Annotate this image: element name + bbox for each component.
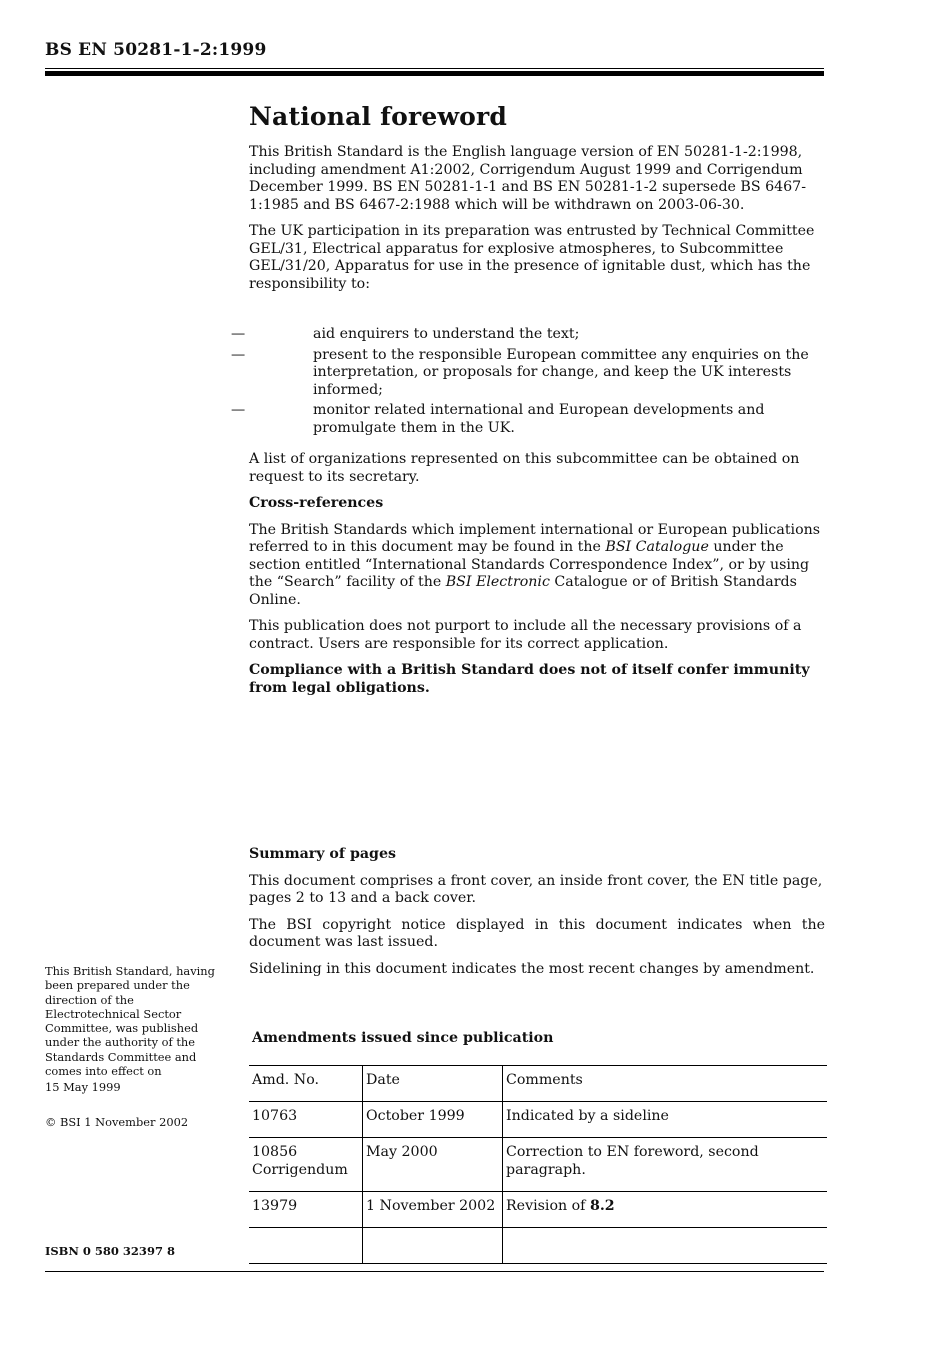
list-item-text: monitor related international and European developments and promulgate them in the UK.: [313, 402, 765, 436]
summary-paragraph-1: This document comprises a front cover, an inside front cover, the EN title page, pages 2 to 13 and a back cover.: [249, 872, 823, 906]
summary-of-pages-section: [249, 846, 825, 987]
amendments-title: Amendments issued since publication: [252, 1030, 554, 1046]
cell-empty: [249, 1228, 363, 1264]
table-row: [249, 1138, 827, 1192]
dash-bullet: —: [231, 402, 246, 418]
dash-bullet: —: [231, 346, 246, 363]
header-cell-date: Date: [363, 1066, 503, 1102]
list-item-text: aid enquirers to understand the text;: [313, 326, 580, 342]
cell-date: October 1999: [363, 1102, 503, 1138]
header-rule-thick: [45, 71, 824, 76]
cell-amd-no: 10763: [249, 1102, 363, 1138]
publication-sidebar: [45, 964, 230, 1131]
table-row-empty: [249, 1228, 827, 1264]
sidebar-prepared-text: This British Standard, having been prepared under the direction of the Electrotechnical Sector Committee, was published under the authority of the Standards Committee and comes into effect on: [45, 964, 215, 1079]
list-item: [213, 402, 825, 437]
crossref-text-3: Catalogue or of British Standards Online.: [249, 574, 797, 608]
summary-paragraph-2: The BSI copyright notice displayed in this document indicates when the document was last issued.: [249, 916, 825, 950]
cell-comment-text: Revision of: [506, 1198, 590, 1214]
header-cell-amd-no: Amd. No.: [249, 1066, 363, 1102]
sidebar-copyright: © BSI 1 November 2002: [45, 1114, 189, 1129]
isbn: ISBN 0 580 32397 8: [45, 1244, 175, 1258]
crossref-text-1: The British Standards which implement international or European publications referred to in this document may be found in the: [249, 521, 821, 555]
bsi-catalogue-italic: BSI Catalogue: [605, 539, 709, 555]
cell-date: 1 November 2002: [363, 1192, 503, 1228]
cell-comment: Correction to EN foreword, second paragraph.: [503, 1138, 828, 1192]
summary-paragraph-3: Sidelining in this document indicates the most recent changes by amendment.: [249, 960, 815, 977]
bsi-electronic-italic: BSI Electronic: [445, 574, 550, 590]
list-item: [213, 326, 825, 344]
document-id-header: BS EN 50281-1-2:1999: [45, 40, 267, 60]
list-item: [213, 347, 825, 400]
foreword-paragraph-3: A list of organizations represented on this subcommittee can be obtained on request to its secretary.: [249, 451, 800, 485]
foreword-section: [231, 100, 825, 706]
amendments-table: [249, 1065, 827, 1264]
sidebar-effective-date: 15 May 1999: [45, 1080, 121, 1095]
header-cell-comments: Comments: [503, 1066, 828, 1102]
clause-reference: 8.2: [589, 1198, 615, 1214]
footer-rule: [45, 1271, 824, 1272]
cell-amd-no: 10856 Corrigendum: [249, 1138, 363, 1192]
cell-date: May 2000: [363, 1138, 503, 1192]
table-header-row: [249, 1066, 827, 1102]
foreword-paragraph-1: This British Standard is the English language version of EN 50281-1-2:1998, including amendment A1:2002, Corrigendum August 1999 and Corrigendum December 1999. BS EN 50281-1-1 and BS EN 50281-1-2 supersede BS 6467-1:1985 and BS 6467-2:1988 which will be withdrawn on 2003-06-30.: [249, 144, 806, 213]
cross-references-heading: Cross-references: [249, 495, 384, 511]
cell-empty: [503, 1228, 828, 1264]
summary-heading: Summary of pages: [249, 846, 396, 862]
cell-empty: [363, 1228, 503, 1264]
list-item-text: present to the responsible European committee any enquiries on the interpretation, or proposals for change, and keep the UK interests informed;: [313, 346, 809, 398]
cell-comment: Indicated by a sideline: [503, 1102, 828, 1138]
compliance-statement: Compliance with a British Standard does not of itself confer immunity from legal obligations.: [249, 662, 810, 696]
responsibility-list: [213, 326, 825, 437]
table-row: [249, 1192, 827, 1228]
foreword-paragraph-2: The UK participation in its preparation was entrusted by Technical Committee GEL/31, Electrical apparatus for explosive atmospheres, to Subcommittee GEL/31/20, Apparatus for use in the presence of ignitable dust, which has the responsibility to:: [249, 223, 815, 292]
foreword-paragraph-4: This publication does not purport to include all the necessary provisions of a contract. Users are responsible for its correct application.: [249, 618, 802, 652]
header-rule-thin: [45, 68, 824, 69]
cell-amd-no: 13979: [249, 1192, 363, 1228]
crossref-text-2: under the section entitled “International Standards Correspondence Index”, or by using the “Search” facility of the: [249, 539, 810, 590]
table-row: [249, 1102, 827, 1138]
page-title: National foreword: [249, 102, 508, 131]
cell-comment: [503, 1192, 828, 1228]
cross-references-paragraph: [249, 522, 825, 610]
dash-bullet: —: [231, 326, 246, 342]
